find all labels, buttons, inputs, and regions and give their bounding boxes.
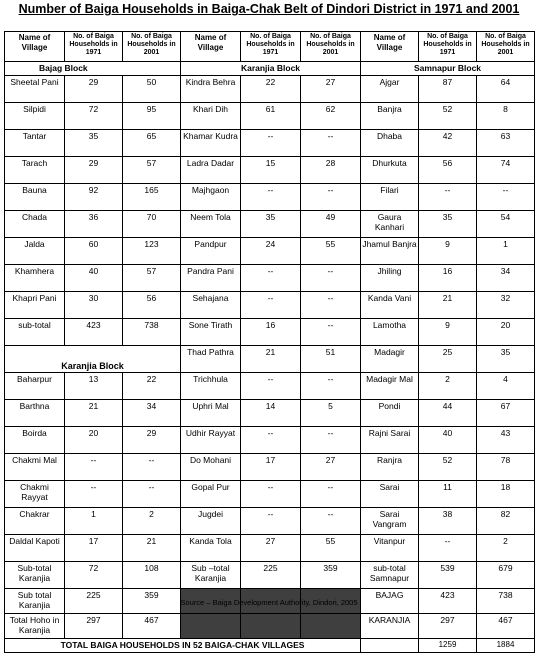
households-1971-cell: 13: [65, 373, 123, 400]
village-name-cell: Tantar: [5, 130, 65, 157]
village-name-cell: Pondi: [361, 400, 419, 427]
households-2001-cell: 43: [477, 427, 535, 454]
households-1971-cell: 92: [65, 184, 123, 211]
header-2001-2: No. of Baiga Households in 2001: [301, 32, 361, 62]
table-row: [5, 400, 535, 427]
households-1971-cell: 72: [65, 562, 123, 589]
households-2001-cell: 32: [477, 292, 535, 319]
households-1971-cell: 539: [419, 562, 477, 589]
households-2001-cell: 2: [123, 508, 181, 535]
households-2001-cell: --: [301, 427, 361, 454]
village-name-cell: Vitanpur: [361, 535, 419, 562]
households-1971-cell: 29: [65, 76, 123, 103]
households-1971-cell: --: [419, 184, 477, 211]
households-1971-cell: 40: [419, 427, 477, 454]
households-2001-cell: 165: [123, 184, 181, 211]
shaded-cell: [241, 614, 301, 639]
households-2001-cell: 67: [477, 400, 535, 427]
village-name-cell: Silpidi: [5, 103, 65, 130]
households-1971-cell: 20: [65, 427, 123, 454]
village-name-cell: Ladra Dadar: [181, 157, 241, 184]
households-1971-cell: 27: [241, 535, 301, 562]
village-name-cell: Khamhera: [5, 265, 65, 292]
households-2001-cell: 5: [301, 400, 361, 427]
households-2001-cell: 54: [477, 211, 535, 238]
households-1971-cell: 21: [419, 292, 477, 319]
households-2001-cell: 95: [123, 103, 181, 130]
households-2001-cell: --: [301, 508, 361, 535]
households-1971-cell: 11: [419, 481, 477, 508]
households-1971-cell: 2: [419, 373, 477, 400]
households-1971-cell: 16: [419, 265, 477, 292]
table-row: [5, 238, 535, 265]
village-name-cell: Bauna: [5, 184, 65, 211]
village-name-cell: Jhamul Banjra: [361, 238, 419, 265]
households-1971-cell: 44: [419, 400, 477, 427]
households-2001-cell: 62: [301, 103, 361, 130]
households-1971-cell: --: [241, 292, 301, 319]
village-name-cell: Barthna: [5, 400, 65, 427]
village-name-cell: Thad Pathra: [181, 346, 241, 373]
village-name-cell: Dhaba: [361, 130, 419, 157]
block-heading-karanjia-left: Karanjia Block: [5, 346, 181, 373]
village-name-cell: Kanda Vani: [361, 292, 419, 319]
households-2001-cell: --: [301, 481, 361, 508]
households-1971-cell: 56: [419, 157, 477, 184]
village-name-cell: Kindra Behra: [181, 76, 241, 103]
village-name-cell: Do Mohani: [181, 454, 241, 481]
households-1971-cell: 30: [65, 292, 123, 319]
households-2001-cell: 63: [477, 130, 535, 157]
households-2001-cell: 57: [123, 265, 181, 292]
households-1971-cell: 35: [65, 130, 123, 157]
table-row: [5, 535, 535, 562]
households-1971-cell: 1: [65, 508, 123, 535]
households-2001-cell: 18: [477, 481, 535, 508]
households-2001-cell: 51: [301, 346, 361, 373]
table-row: [5, 76, 535, 103]
village-name-cell: Sarai: [361, 481, 419, 508]
summary-2001: 467: [123, 614, 181, 639]
village-name-cell: Gopal Pur: [181, 481, 241, 508]
village-name-cell: Chakmi Mal: [5, 454, 65, 481]
households-2001-cell: 78: [477, 454, 535, 481]
households-1971-cell: --: [241, 184, 301, 211]
households-1971-cell: --: [241, 427, 301, 454]
village-name-cell: Tarach: [5, 157, 65, 184]
households-1971-cell: 21: [65, 400, 123, 427]
shaded-cell: [301, 614, 361, 639]
households-2001-cell: 34: [123, 400, 181, 427]
households-2001-cell: --: [301, 265, 361, 292]
village-name-cell: Boirda: [5, 427, 65, 454]
summary-label: BAJAG: [361, 589, 419, 614]
households-2001-cell: --: [301, 292, 361, 319]
households-2001-cell: 57: [123, 157, 181, 184]
households-1971-cell: 42: [419, 130, 477, 157]
summary-2001: 359: [123, 589, 181, 614]
households-2001-cell: --: [301, 319, 361, 346]
households-2001-cell: 35: [477, 346, 535, 373]
village-name-cell: Sarai Vangram: [361, 508, 419, 535]
households-1971-cell: 35: [241, 211, 301, 238]
village-name-cell: Udhir Rayyat: [181, 427, 241, 454]
households-1971-cell: 24: [241, 238, 301, 265]
village-name-cell: Banjra: [361, 103, 419, 130]
table-row: [5, 103, 535, 130]
households-2001-cell: 738: [123, 319, 181, 346]
households-2001-cell: 82: [477, 508, 535, 535]
households-1971-cell: --: [65, 481, 123, 508]
households-1971-cell: 40: [65, 265, 123, 292]
households-1971-cell: 52: [419, 103, 477, 130]
households-table: [4, 31, 535, 653]
summary-2001: 738: [477, 589, 535, 614]
households-2001-cell: --: [123, 481, 181, 508]
village-name-cell: Sone Tirath: [181, 319, 241, 346]
summary-1971: 297: [419, 614, 477, 639]
households-2001-cell: 55: [301, 238, 361, 265]
households-2001-cell: 20: [477, 319, 535, 346]
summary-1971: 225: [65, 589, 123, 614]
households-1971-cell: 52: [419, 454, 477, 481]
households-1971-cell: 17: [241, 454, 301, 481]
table-row: [5, 454, 535, 481]
village-name-cell: Sheetal Pani: [5, 76, 65, 103]
households-1971-cell: --: [241, 481, 301, 508]
households-1971-cell: 16: [241, 319, 301, 346]
village-name-cell: Chada: [5, 211, 65, 238]
households-2001-cell: 70: [123, 211, 181, 238]
header-1971-3: No. of Baiga Households in 1971: [419, 32, 477, 62]
source-note: Source – Baiga Development Authority, Dindori, 2005: [180, 598, 358, 607]
households-2001-cell: 2: [477, 535, 535, 562]
village-name-cell: Sub-total Karanjia: [5, 562, 65, 589]
households-1971-cell: --: [419, 535, 477, 562]
households-1971-cell: 29: [65, 157, 123, 184]
village-name-cell: Kanda Tola: [181, 535, 241, 562]
households-2001-cell: --: [301, 130, 361, 157]
households-1971-cell: 38: [419, 508, 477, 535]
households-2001-cell: --: [477, 184, 535, 211]
households-1971-cell: 87: [419, 76, 477, 103]
village-name-cell: Trichhula: [181, 373, 241, 400]
header-2001-1: No. of Baiga Households in 2001: [123, 32, 181, 62]
households-1971-cell: 14: [241, 400, 301, 427]
table-row: [5, 373, 535, 400]
households-1971-cell: 225: [241, 562, 301, 589]
village-name-cell: Neem Tola: [181, 211, 241, 238]
table-row: [5, 211, 535, 238]
households-2001-cell: 65: [123, 130, 181, 157]
households-1971-cell: --: [241, 265, 301, 292]
grand-total-spacer: [361, 639, 419, 653]
households-2001-cell: --: [301, 184, 361, 211]
grand-total-2001: 1884: [477, 639, 535, 653]
header-village-3: Name of Village: [361, 32, 419, 62]
village-name-cell: Khamar Kudra: [181, 130, 241, 157]
households-2001-cell: 8: [477, 103, 535, 130]
table-row: [5, 184, 535, 211]
table-row: [5, 157, 535, 184]
households-1971-cell: 72: [65, 103, 123, 130]
households-1971-cell: 25: [419, 346, 477, 373]
households-1971-cell: 35: [419, 211, 477, 238]
households-2001-cell: 22: [123, 373, 181, 400]
households-2001-cell: 56: [123, 292, 181, 319]
village-name-cell: Filari: [361, 184, 419, 211]
households-1971-cell: --: [241, 373, 301, 400]
village-name-cell: Jalda: [5, 238, 65, 265]
households-1971-cell: 9: [419, 238, 477, 265]
households-1971-cell: 17: [65, 535, 123, 562]
header-1971-2: No. of Baiga Households in 1971: [241, 32, 301, 62]
households-1971-cell: 9: [419, 319, 477, 346]
households-2001-cell: 21: [123, 535, 181, 562]
village-name-cell: Khari Dih: [181, 103, 241, 130]
households-2001-cell: 49: [301, 211, 361, 238]
households-1971-cell: --: [65, 454, 123, 481]
village-name-cell: Dhurkuta: [361, 157, 419, 184]
households-2001-cell: 4: [477, 373, 535, 400]
households-2001-cell: --: [301, 373, 361, 400]
households-1971-cell: 22: [241, 76, 301, 103]
table-row: [5, 346, 535, 373]
village-name-cell: sub-total: [5, 319, 65, 346]
header-1971-1: No. of Baiga Households in 1971: [65, 32, 123, 62]
households-2001-cell: 108: [123, 562, 181, 589]
table-row: [5, 319, 535, 346]
households-1971-cell: 15: [241, 157, 301, 184]
households-2001-cell: --: [123, 454, 181, 481]
village-name-cell: Pandra Pani: [181, 265, 241, 292]
households-2001-cell: 29: [123, 427, 181, 454]
households-1971-cell: 36: [65, 211, 123, 238]
summary-1971: 423: [419, 589, 477, 614]
village-name-cell: Chakmi Rayyat: [5, 481, 65, 508]
shaded-cell: [181, 614, 241, 639]
summary-2001: 467: [477, 614, 535, 639]
summary-label: Sub total Karanjia: [5, 589, 65, 614]
header-village-1: Name of Village: [5, 32, 65, 62]
grand-total-label: TOTAL BAIGA HOUSEHOLDS IN 52 BAIGA-CHAK VILLAGES: [5, 639, 361, 653]
households-2001-cell: 34: [477, 265, 535, 292]
households-2001-cell: 123: [123, 238, 181, 265]
table-row: [5, 265, 535, 292]
households-2001-cell: 74: [477, 157, 535, 184]
households-2001-cell: 50: [123, 76, 181, 103]
village-name-cell: Khapri Pani: [5, 292, 65, 319]
table-row: [5, 427, 535, 454]
summary-1971: 297: [65, 614, 123, 639]
village-name-cell: Daldal Kapoti: [5, 535, 65, 562]
households-1971-cell: 61: [241, 103, 301, 130]
households-2001-cell: 55: [301, 535, 361, 562]
summary-row: [5, 614, 535, 639]
households-1971-cell: 60: [65, 238, 123, 265]
table-row: [5, 292, 535, 319]
households-2001-cell: 27: [301, 454, 361, 481]
village-name-cell: Uphri Mal: [181, 400, 241, 427]
village-name-cell: Pandpur: [181, 238, 241, 265]
village-name-cell: Madagir Mal: [361, 373, 419, 400]
village-name-cell: Chakrar: [5, 508, 65, 535]
households-2001-cell: 1: [477, 238, 535, 265]
header-village-2: Name of Village: [181, 32, 241, 62]
header-2001-3: No. of Baiga Households in 2001: [477, 32, 535, 62]
table-row: [5, 481, 535, 508]
table-title: Number of Baiga Households in Baiga-Chak Belt of Dindori District in 1971 and 2001: [18, 2, 520, 16]
table-row: [5, 130, 535, 157]
households-2001-cell: 28: [301, 157, 361, 184]
summary-label: Total Hoho in Karanjia: [5, 614, 65, 639]
block-heading-karanjia: Karanjia Block: [181, 62, 361, 76]
village-name-cell: Lamotha: [361, 319, 419, 346]
village-name-cell: Ajgar: [361, 76, 419, 103]
block-heading-bajag: Bajag Block: [5, 62, 181, 76]
summary-label: KARANJIA: [361, 614, 419, 639]
village-name-cell: sub-total Samnapur: [361, 562, 419, 589]
households-2001-cell: 679: [477, 562, 535, 589]
grand-total-row: [5, 639, 535, 653]
village-name-cell: Baharpur: [5, 373, 65, 400]
village-name-cell: Sub –total Karanjia: [181, 562, 241, 589]
village-name-cell: Jugdei: [181, 508, 241, 535]
households-2001-cell: 64: [477, 76, 535, 103]
village-name-cell: Rajni Sarai: [361, 427, 419, 454]
table-row: [5, 562, 535, 589]
village-name-cell: Madagir: [361, 346, 419, 373]
village-name-cell: Gaura Kanhari: [361, 211, 419, 238]
table-row: [5, 508, 535, 535]
village-name-cell: Sehajana: [181, 292, 241, 319]
village-name-cell: Jhiling: [361, 265, 419, 292]
households-1971-cell: --: [241, 130, 301, 157]
households-2001-cell: 359: [301, 562, 361, 589]
grand-total-1971: 1259: [419, 639, 477, 653]
households-1971-cell: 21: [241, 346, 301, 373]
village-name-cell: Majhgaon: [181, 184, 241, 211]
households-2001-cell: 27: [301, 76, 361, 103]
block-heading-samnapur: Samnapur Block: [361, 62, 535, 76]
households-1971-cell: 423: [65, 319, 123, 346]
households-1971-cell: --: [241, 508, 301, 535]
village-name-cell: Ranjra: [361, 454, 419, 481]
